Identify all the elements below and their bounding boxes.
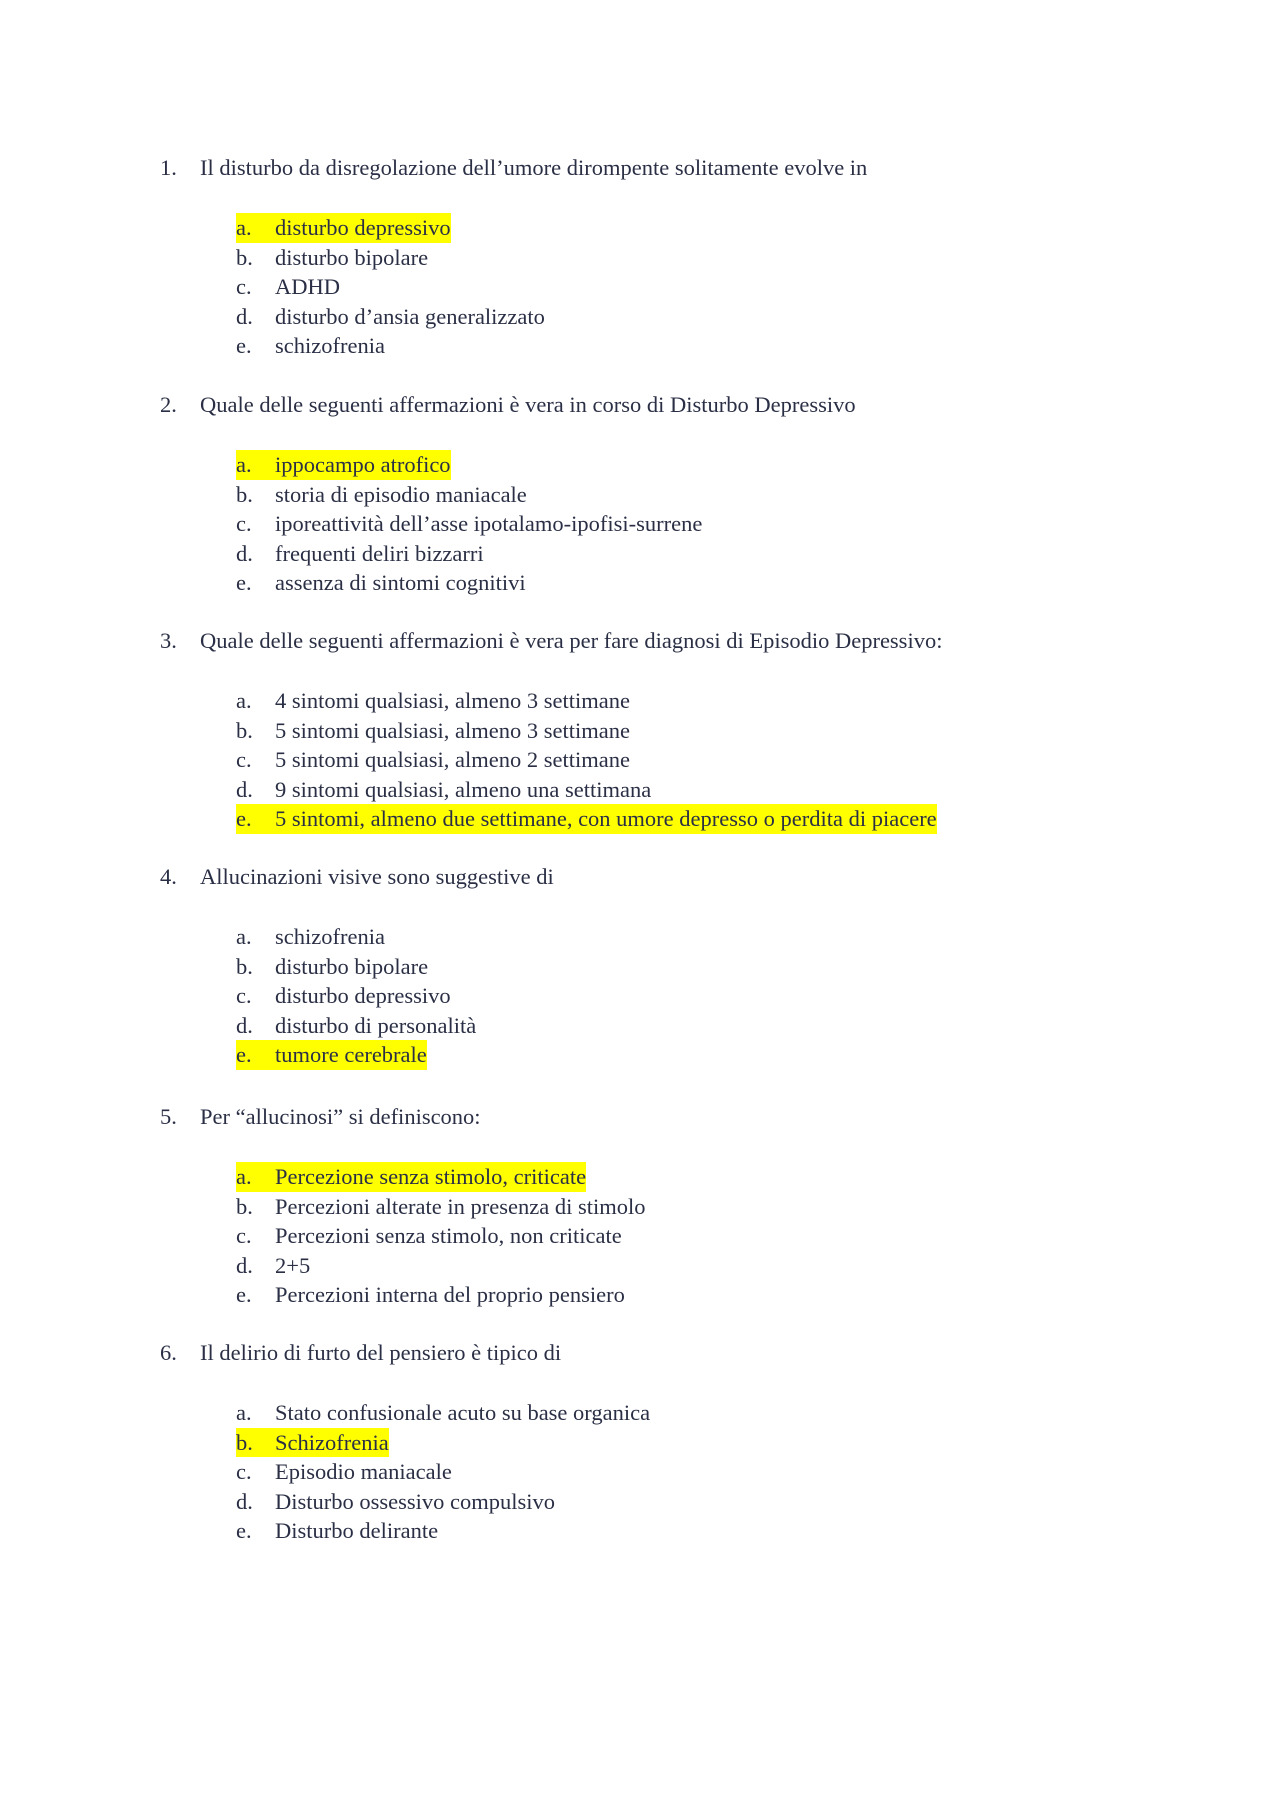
option-letter: a. bbox=[236, 1400, 252, 1425]
question-text: Allucinazioni visive sono suggestive di bbox=[200, 864, 554, 889]
question-stem bbox=[160, 862, 1160, 891]
option-letter: e. bbox=[236, 806, 252, 831]
option-c bbox=[236, 1221, 1160, 1251]
option-text: 2+5 bbox=[275, 1252, 311, 1278]
question-stem bbox=[160, 390, 1160, 419]
question-number: 5. bbox=[160, 1104, 177, 1129]
option-letter: e. bbox=[236, 333, 252, 358]
option-text: 4 sintomi qualsiasi, almeno 3 settimane bbox=[275, 688, 630, 713]
option-text: disturbo bipolare bbox=[275, 953, 429, 979]
question-number: 3. bbox=[160, 628, 177, 653]
answer-options bbox=[160, 450, 1160, 598]
option-letter: e. bbox=[236, 570, 252, 595]
option-text: Percezione senza stimolo, criticate bbox=[275, 1164, 587, 1189]
question-number: 1. bbox=[160, 155, 177, 180]
option-text: Disturbo delirante bbox=[275, 1518, 439, 1543]
option-a bbox=[236, 450, 1160, 480]
option-text: Schizofrenia bbox=[275, 1429, 389, 1455]
question-number: 2. bbox=[160, 392, 177, 417]
option-text: 5 sintomi qualsiasi, almeno 2 settimane bbox=[275, 747, 630, 772]
option-letter: d. bbox=[236, 1488, 253, 1514]
option-letter: c. bbox=[236, 1223, 252, 1248]
answer-options bbox=[160, 213, 1160, 361]
question-2 bbox=[160, 390, 1160, 598]
question-stem bbox=[160, 626, 1160, 655]
question-4 bbox=[160, 862, 1160, 1070]
option-letter: b. bbox=[236, 1429, 253, 1455]
question-5 bbox=[160, 1102, 1160, 1310]
option-letter: d. bbox=[236, 1012, 253, 1038]
option-letter: c. bbox=[236, 1459, 252, 1484]
option-letter: b. bbox=[236, 953, 253, 979]
option-c bbox=[236, 745, 1160, 775]
option-e bbox=[236, 1040, 1160, 1070]
option-c bbox=[236, 509, 1160, 539]
option-text: ippocampo atrofico bbox=[275, 452, 451, 477]
option-letter: c. bbox=[236, 511, 252, 536]
question-number: 4. bbox=[160, 864, 177, 889]
question-number: 6. bbox=[160, 1340, 177, 1365]
option-d bbox=[236, 302, 1160, 332]
option-text: Percezioni senza stimolo, non criticate bbox=[275, 1223, 622, 1248]
option-letter: c. bbox=[236, 983, 252, 1008]
option-letter: a. bbox=[236, 924, 252, 949]
option-letter: a. bbox=[236, 688, 252, 713]
option-letter: b. bbox=[236, 244, 253, 270]
option-text: storia di episodio maniacale bbox=[275, 481, 527, 507]
option-d bbox=[236, 1487, 1160, 1517]
option-text: Disturbo ossessivo compulsivo bbox=[275, 1488, 556, 1514]
option-letter: e. bbox=[236, 1042, 252, 1067]
question-text: Il disturbo da disregolazione dell’umore dirompente solitamente evolve in bbox=[200, 155, 868, 180]
question-stem bbox=[160, 1102, 1160, 1131]
option-text: disturbo depressivo bbox=[275, 215, 451, 240]
option-text: disturbo bipolare bbox=[275, 244, 429, 270]
option-text: Stato confusionale acuto su base organica bbox=[275, 1400, 651, 1425]
option-text: Percezioni interna del proprio pensiero bbox=[275, 1282, 625, 1307]
option-text: assenza di sintomi cognitivi bbox=[275, 570, 526, 595]
option-e bbox=[236, 568, 1160, 598]
answer-options bbox=[160, 1398, 1160, 1546]
question-1 bbox=[160, 153, 1160, 361]
option-letter: e. bbox=[236, 1518, 252, 1543]
option-a bbox=[236, 1398, 1160, 1428]
option-letter: a. bbox=[236, 1164, 252, 1189]
option-d bbox=[236, 539, 1160, 569]
option-letter: d. bbox=[236, 303, 253, 329]
option-text: iporeattività dell’asse ipotalamo-ipofisi-surrene bbox=[275, 511, 703, 536]
option-text: disturbo d’ansia generalizzato bbox=[275, 303, 545, 329]
option-a bbox=[236, 1162, 1160, 1192]
question-stem bbox=[160, 1338, 1160, 1367]
option-text: disturbo di personalità bbox=[275, 1012, 477, 1038]
option-text: schizofrenia bbox=[275, 333, 385, 358]
option-text: 5 sintomi qualsiasi, almeno 3 settimane bbox=[275, 717, 630, 743]
option-text: Percezioni alterate in presenza di stimolo bbox=[275, 1193, 646, 1219]
option-e bbox=[236, 331, 1160, 361]
question-6 bbox=[160, 1338, 1160, 1546]
option-letter: b. bbox=[236, 481, 253, 507]
option-letter: c. bbox=[236, 747, 252, 772]
option-letter: e. bbox=[236, 1282, 252, 1307]
option-letter: b. bbox=[236, 717, 253, 743]
option-d bbox=[236, 1251, 1160, 1281]
option-b bbox=[236, 1192, 1160, 1222]
option-letter: d. bbox=[236, 540, 253, 566]
question-stem bbox=[160, 153, 1160, 182]
option-text: ADHD bbox=[275, 274, 340, 299]
question-text: Quale delle seguenti affermazioni è vera in corso di Disturbo Depressivo bbox=[200, 392, 856, 417]
option-b bbox=[236, 952, 1160, 982]
option-e bbox=[236, 804, 1160, 834]
option-text: 5 sintomi, almeno due settimane, con umore depresso o perdita di piacere bbox=[275, 806, 937, 831]
option-text: schizofrenia bbox=[275, 924, 385, 949]
option-letter: d. bbox=[236, 1252, 253, 1278]
option-b bbox=[236, 716, 1160, 746]
option-a bbox=[236, 922, 1160, 952]
option-text: frequenti deliri bizzarri bbox=[275, 540, 484, 566]
option-c bbox=[236, 1457, 1160, 1487]
option-c bbox=[236, 272, 1160, 302]
option-text: Episodio maniacale bbox=[275, 1459, 452, 1484]
option-d bbox=[236, 775, 1160, 805]
option-text: 9 sintomi qualsiasi, almeno una settimana bbox=[275, 776, 652, 802]
question-text: Il delirio di furto del pensiero è tipico di bbox=[200, 1340, 562, 1365]
option-c bbox=[236, 981, 1160, 1011]
option-letter: a. bbox=[236, 215, 252, 240]
option-letter: c. bbox=[236, 274, 252, 299]
option-d bbox=[236, 1011, 1160, 1041]
option-b bbox=[236, 243, 1160, 273]
option-letter: d. bbox=[236, 776, 253, 802]
option-a bbox=[236, 686, 1160, 716]
answer-options bbox=[160, 1162, 1160, 1310]
question-text: Quale delle seguenti affermazioni è vera per fare diagnosi di Episodio Depressivo: bbox=[200, 628, 943, 653]
option-text: tumore cerebrale bbox=[275, 1042, 427, 1067]
option-b bbox=[236, 480, 1160, 510]
question-text: Per “allucinosi” si definiscono: bbox=[200, 1104, 481, 1129]
option-a bbox=[236, 213, 1160, 243]
option-e bbox=[236, 1516, 1160, 1546]
option-b bbox=[236, 1428, 1160, 1458]
option-letter: a. bbox=[236, 452, 252, 477]
question-3 bbox=[160, 626, 1160, 834]
option-e bbox=[236, 1280, 1160, 1310]
answer-options bbox=[160, 686, 1160, 834]
option-letter: b. bbox=[236, 1193, 253, 1219]
answer-options bbox=[160, 922, 1160, 1070]
option-text: disturbo depressivo bbox=[275, 983, 451, 1008]
